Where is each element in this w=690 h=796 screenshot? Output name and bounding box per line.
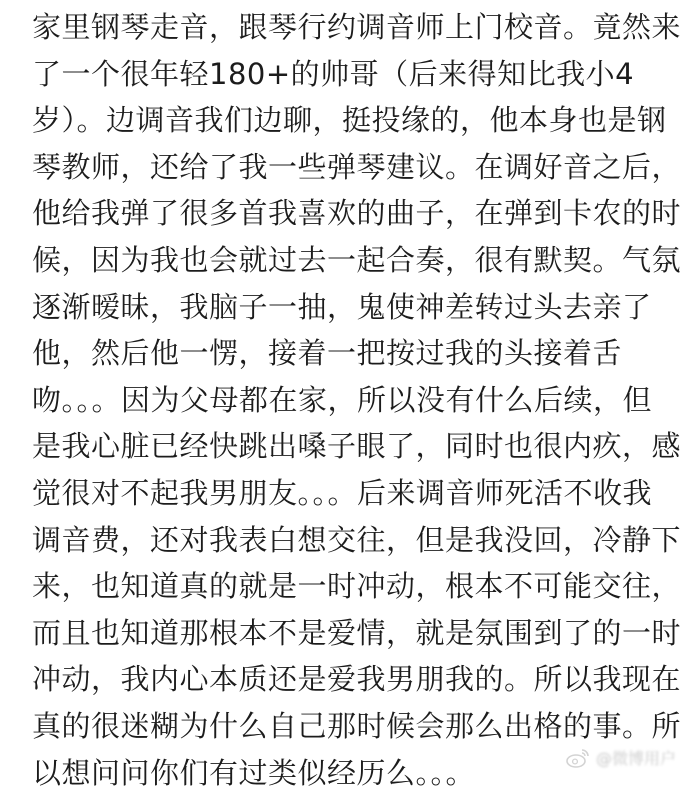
post-text-line: 吻。。。因为父母都在家，所以没有什么后续，但	[32, 377, 672, 424]
watermark-text: @微博用户	[596, 746, 676, 769]
post-text-line: 来，也知道真的就是一时冲动，根本不可能交往，	[32, 563, 672, 610]
post-text-line: 岁）。边调音我们边聊，挺投缘的，他本身也是钢	[32, 97, 672, 144]
post-text-line: 真的很迷糊为什么自己那时候会那么出格的事。所	[32, 703, 672, 750]
post-text-line: 他给我弹了很多首我喜欢的曲子，在弹到卡农的时	[32, 190, 672, 237]
weibo-logo-icon	[566, 748, 590, 768]
post-text-line: 调音费，还对我表白想交往，但是我没回，冷静下	[32, 517, 672, 564]
post-text-line: 他，然后他一愣，接着一把按过我的头接着舌	[32, 330, 672, 377]
post-text-line: 了一个很年轻180+的帅哥（后来得知比我小4	[32, 51, 672, 98]
post-text-line: 家里钢琴走音，跟琴行约调音师上门校音。竟然来	[32, 4, 672, 51]
post-text-line: 候，因为我也会就过去一起合奏，很有默契。气氛	[32, 237, 672, 284]
weibo-watermark	[566, 746, 676, 769]
post-body	[32, 4, 672, 796]
post-text-line: 逐渐暧昧，我脑子一抽，鬼使神差转过头去亲了	[32, 284, 672, 331]
post-text-line: 琴教师，还给了我一些弹琴建议。在调好音之后，	[32, 144, 672, 191]
post-text-line: 是我心脏已经快跳出嗓子眼了，同时也很内疚，感	[32, 423, 672, 470]
post-text-line: 而且也知道那根本不是爱情，就是氛围到了的一时	[32, 610, 672, 657]
post-text-line: 觉很对不起我男朋友。。。后来调音师死活不收我	[32, 470, 672, 517]
post-text-line: 冲动，我内心本质还是爱我男朋我的。所以我现在	[32, 656, 672, 703]
post-text-line: 以想问问你们有过类似经历么。。。	[32, 750, 672, 796]
